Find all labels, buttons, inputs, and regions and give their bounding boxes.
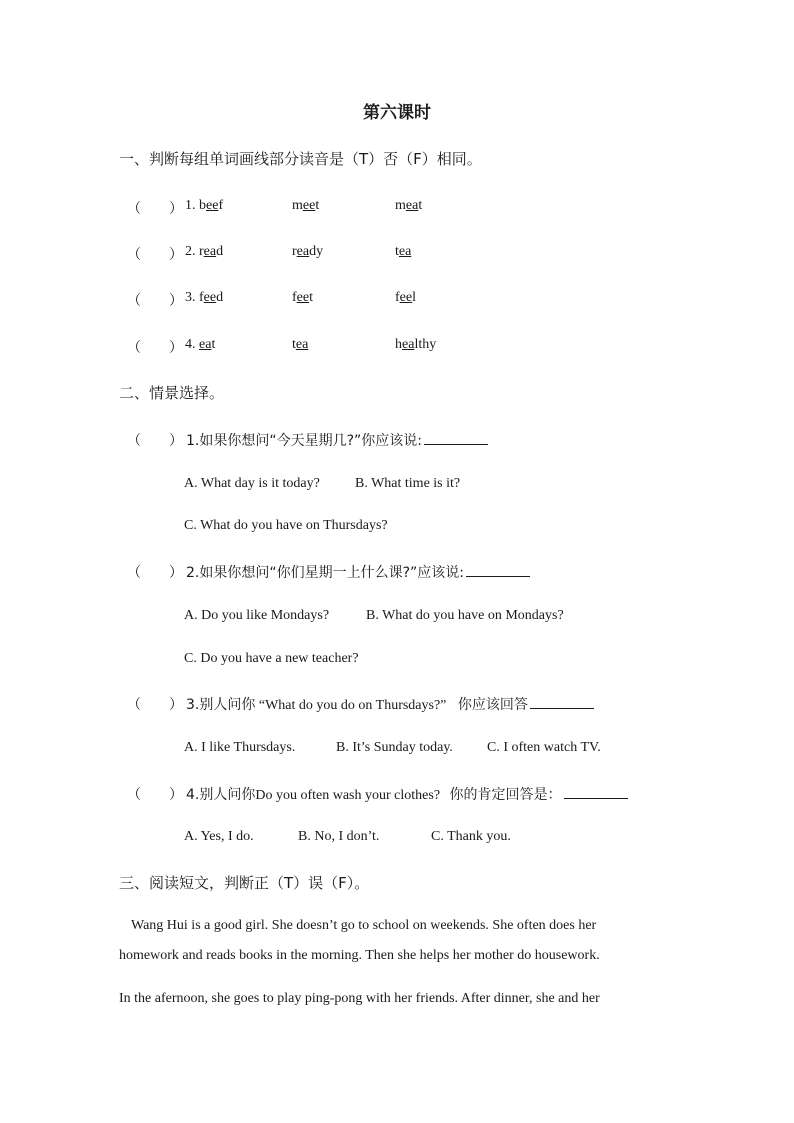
underlined-letters: ee bbox=[302, 198, 316, 213]
option-b: B. It’s Sunday today. bbox=[336, 740, 453, 755]
passage-line: homework and reads books in the morning. Then she helps her mother do housework. bbox=[119, 948, 600, 963]
option-a: A. Do you like Mondays? bbox=[184, 608, 330, 623]
word: 3. feed bbox=[185, 290, 224, 305]
underlined-letters: ea bbox=[402, 337, 415, 352]
underlined-letters: ee bbox=[399, 290, 413, 305]
section-heading-3: 三、阅读短文，判断正（T）误（F）。 bbox=[119, 874, 370, 892]
option-c: C. What do you have on Thursdays? bbox=[184, 518, 388, 533]
page-title: 第六课时 bbox=[363, 103, 431, 123]
underlined-letters: ea bbox=[398, 244, 412, 259]
answer-paren[interactable]: （ ） bbox=[127, 202, 183, 217]
word: healthy bbox=[395, 337, 437, 352]
word: feet bbox=[292, 290, 313, 305]
option-c: C. Thank you. bbox=[431, 829, 511, 844]
option-c: C. Do you have a new teacher? bbox=[184, 651, 359, 666]
question-1: 1.如果你想问“今天星期几?”你应该说: bbox=[186, 430, 488, 450]
word: 4. eat bbox=[185, 337, 216, 352]
underlined-letters: ee bbox=[203, 290, 217, 305]
word: meat bbox=[395, 198, 423, 213]
question-2: 2.如果你想问“你们星期一上什么课?”应该说: bbox=[186, 562, 530, 582]
answer-paren[interactable]: （ ） bbox=[127, 434, 183, 449]
underlined-letters: ea bbox=[405, 198, 419, 213]
item-number: 4. bbox=[185, 337, 199, 352]
word: tea bbox=[292, 337, 309, 352]
answer-paren[interactable]: （ ） bbox=[127, 788, 183, 803]
option-a: A. I like Thursdays. bbox=[184, 740, 296, 755]
underlined-letters: ea bbox=[295, 337, 309, 352]
section-heading-2: 二、情景选择。 bbox=[119, 384, 225, 402]
option-c: C. I often watch TV. bbox=[487, 740, 601, 755]
section-heading-1: 一、判断每组单词画线部分读音是（T）否（F）相同。 bbox=[119, 150, 482, 168]
question-4: 4.别人问你Do you often wash your clothes? 你的肯定回答是： bbox=[186, 784, 628, 804]
option-b: B. What do you have on Mondays? bbox=[366, 608, 564, 623]
answer-blank[interactable] bbox=[466, 564, 530, 577]
option-b: B. What time is it? bbox=[355, 476, 461, 491]
option-a: A. What day is it today? bbox=[184, 476, 320, 491]
answer-blank[interactable] bbox=[564, 786, 628, 799]
word: feel bbox=[395, 290, 416, 305]
word: meet bbox=[292, 198, 320, 213]
answer-paren[interactable]: （ ） bbox=[127, 248, 183, 263]
underlined-letters: ee bbox=[296, 290, 310, 305]
option-a: A. Yes, I do. bbox=[184, 829, 254, 844]
item-number: 2. bbox=[185, 244, 199, 259]
answer-paren[interactable]: （ ） bbox=[127, 698, 183, 713]
underlined-letters: ea bbox=[199, 337, 212, 352]
answer-blank[interactable] bbox=[424, 432, 488, 445]
item-number: 3. bbox=[185, 290, 199, 305]
passage-line: In the afernoon, she goes to play ping-pong with her friends. After dinner, she and her bbox=[119, 991, 600, 1006]
answer-paren[interactable]: （ ） bbox=[127, 341, 183, 356]
option-b: B. No, I don’t. bbox=[298, 829, 380, 844]
question-3: 3.别人问你 “What do you do on Thursdays?” 你应该回答 bbox=[186, 694, 594, 714]
answer-blank[interactable] bbox=[530, 696, 594, 709]
answer-paren[interactable]: （ ） bbox=[127, 294, 183, 309]
passage-line: Wang Hui is a good girl. She doesn’t go to school on weekends. She often does her bbox=[131, 918, 597, 933]
underlined-letters: ea bbox=[203, 244, 217, 259]
word: ready bbox=[292, 244, 324, 259]
word: 1. beef bbox=[185, 198, 224, 213]
item-number: 1. bbox=[185, 198, 199, 213]
underlined-letters: ea bbox=[296, 244, 310, 259]
word: tea bbox=[395, 244, 412, 259]
underlined-letters: ee bbox=[206, 198, 219, 213]
word: 2. read bbox=[185, 244, 224, 259]
answer-paren[interactable]: （ ） bbox=[127, 566, 183, 581]
